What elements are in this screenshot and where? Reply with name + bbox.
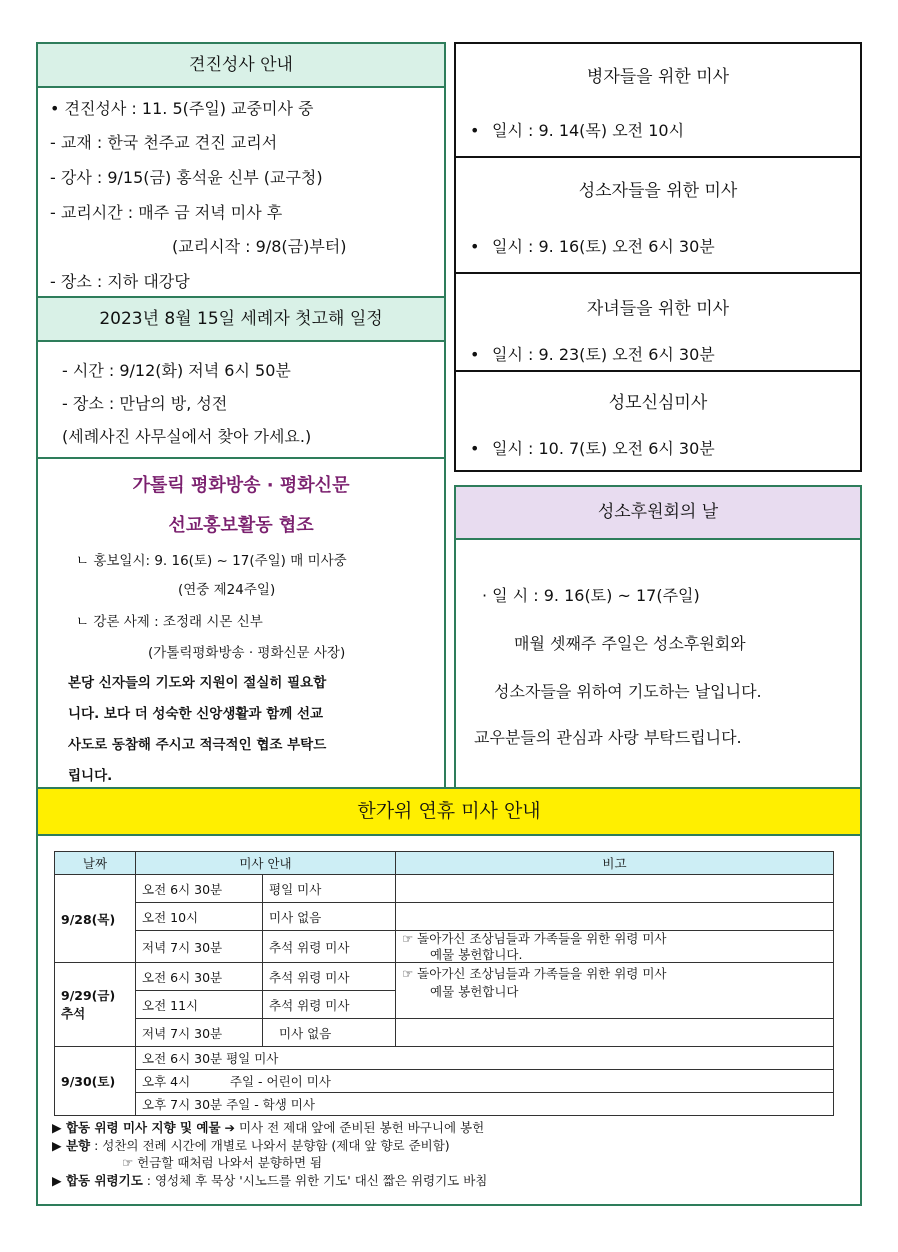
broadcast-body: 니다. 보다 더 성숙한 신앙생활과 함께 선교 [68,706,324,722]
confirmation-line: - 장소 : 지하 대강당 [50,272,190,291]
hangawi-title: 한가위 연휴 미사 안내 [38,789,860,836]
mass-vocation-panel [454,156,862,274]
date-cell: 9/30(토) [55,1047,136,1116]
vocation-line: 성소자들을 위하여 기도하는 날입니다. [494,682,762,701]
note-rest: ➔ 미사 전 제대 앞에 준비된 봉헌 바구니에 봉헌 [220,1120,485,1135]
note-cell [396,903,834,931]
broadcast-line: ㄴ 홍보일시: 9. 16(토) ~ 17(주일) 매 미사중 [76,553,347,569]
table-header [55,852,834,875]
confirmation-line: - 강사 : 9/15(금) 홍석윤 신부 (교구청) [50,168,323,187]
desc-cell: 추석 위령 미사 [263,931,396,963]
note-cell [396,931,834,963]
time-cell: 오전 11시 [136,991,263,1019]
baptism-line: - 장소 : 만남의 방, 성전 [62,394,228,413]
vocation-title: 성소후원회의 날 [456,487,860,540]
time-cell: 오전 10시 [136,903,263,931]
note-cell [396,963,834,1019]
confirmation-title: 견진성사 안내 [38,44,444,88]
mass-title: 병자들을 위한 미사 [586,67,730,87]
mass-cell: 오후 7시 30분 주일 - 학생 미사 [136,1093,834,1116]
note-bold: ▶ 합동 위령 미사 지향 및 예물 [52,1120,221,1135]
mass-when: • 일시 : 10. 7(토) 오전 6시 30분 [470,436,715,459]
confirmation-panel [36,42,446,298]
note-bold: ▶ 합동 위령기도 [52,1172,143,1188]
mass-children-panel [454,272,862,372]
baptism-line: (세례사진 사무실에서 찾아 가세요.) [62,427,312,446]
broadcast-title: 가톨릭 평화방송 · 평화신문 [132,475,350,496]
table-row [55,1093,834,1116]
table-row [55,1019,834,1047]
time-cell: 오전 6시 30분 [136,875,263,903]
mass-when: • 일시 : 9. 16(토) 오전 6시 30분 [470,234,715,257]
note-line [52,1119,842,1137]
baptism-title: 2023년 8월 15일 세례자 첫고해 일정 [38,298,444,342]
date-text: 9/29(금) [61,988,116,1004]
table-row [55,1070,834,1093]
note-text: 예물 봉헌합니다 [430,983,519,999]
desc-cell: 미사 없음 [263,1019,396,1047]
note-text: 예물 봉헌합니다. [430,946,523,962]
mass-when: • 일시 : 9. 23(토) 오전 6시 30분 [470,342,715,365]
mass-sick-panel [454,42,862,158]
confirmation-line: - 교재 : 한국 천주교 견진 교리서 [50,133,278,152]
mass-cell: 오후 4시 주일 - 어린이 미사 [136,1070,834,1093]
baptism-line: - 시간 : 9/12(화) 저녁 6시 50분 [62,361,291,380]
confirmation-line: - 교리시간 : 매주 금 저녁 미사 후 [50,203,283,222]
date-subtext: 추석 [61,1005,86,1021]
note-bold: ▶ 분향 [52,1137,91,1153]
mass-cell: 오전 6시 30분 평일 미사 [136,1047,834,1070]
note-cell [396,875,834,903]
desc-cell: 미사 없음 [263,903,396,931]
time-cell: 저녁 7시 30분 [136,931,263,963]
time-cell: 오전 6시 30분 [136,963,263,991]
hangawi-table [54,851,834,1116]
broadcast-line: ㄴ 강론 사제 : 조정래 시몬 신부 [76,614,263,630]
vocation-line: 매월 셋째주 주일은 성소후원회와 [514,634,746,653]
date-cell: 9/28(목) [55,875,136,963]
broadcast-body: 본당 신자들의 기도와 지원이 절실히 필요합 [68,675,327,691]
table-row [55,1047,834,1070]
note-line [52,1137,842,1155]
desc-cell: 추석 위령 미사 [263,991,396,1019]
table-row [55,963,834,991]
mass-title: 성소자들을 위한 미사 [578,181,738,201]
date-cell [55,963,136,1047]
broadcast-line: (연중 제24주일) [178,582,276,598]
broadcast-body: 립니다. [68,768,113,784]
note-rest: : 영성체 후 묵상 '시노드를 위한 기도' 대신 짧은 위령기도 바침 [142,1172,488,1188]
desc-cell: 추석 위령 미사 [263,963,396,991]
broadcast-panel [36,457,446,789]
confirmation-line: • 견진성사 : 11. 5(주일) 교중미사 중 [50,99,314,118]
broadcast-body: 사도로 동참해 주시고 적극적인 협조 부탁드 [68,737,327,753]
broadcast-subtitle: 선교홍보활동 협조 [168,515,314,536]
baptism-panel [36,296,446,459]
note-text: ☞ 돌아가신 조상님들과 가족들을 위한 위령 미사 [402,966,667,982]
table-row [55,903,834,931]
note-cell [396,1019,834,1047]
note-rest: ☞ 헌금할 때처럼 나와서 분향하면 됨 [122,1155,323,1170]
desc-cell: 평일 미사 [263,875,396,903]
vocation-line: 교우분들의 관심과 사랑 부탁드립니다. [474,728,742,747]
hangawi-notes [52,1119,842,1189]
mass-when: • 일시 : 9. 14(목) 오전 10시 [470,118,684,141]
hangawi-panel [36,787,862,1206]
mass-title: 성모신심미사 [608,393,708,413]
vocation-date: · 일 시 : 9. 16(토) ~ 17(주일) [482,586,700,605]
note-rest: : 성찬의 전례 시간에 개별로 나와서 분향함 (제대 앞 향로 준비함) [90,1137,450,1153]
header-date: 날짜 [55,852,136,875]
header-note: 비고 [396,852,834,875]
time-cell: 저녁 7시 30분 [136,1019,263,1047]
mass-marian-panel [454,370,862,472]
header-mass: 미사 안내 [136,852,396,875]
confirmation-line: (교리시작 : 9/8(금)부터) [172,237,347,256]
table-row [55,931,834,963]
mass-title: 자녀들을 위한 미사 [586,299,730,319]
broadcast-line: (가톨릭평화방송 · 평화신문 사장) [148,645,346,661]
note-text: ☞ 돌아가신 조상님들과 가족들을 위한 위령 미사 [402,931,667,946]
vocation-panel [454,485,862,789]
table-row [55,875,834,903]
note-line [52,1154,842,1172]
note-line [52,1172,842,1190]
